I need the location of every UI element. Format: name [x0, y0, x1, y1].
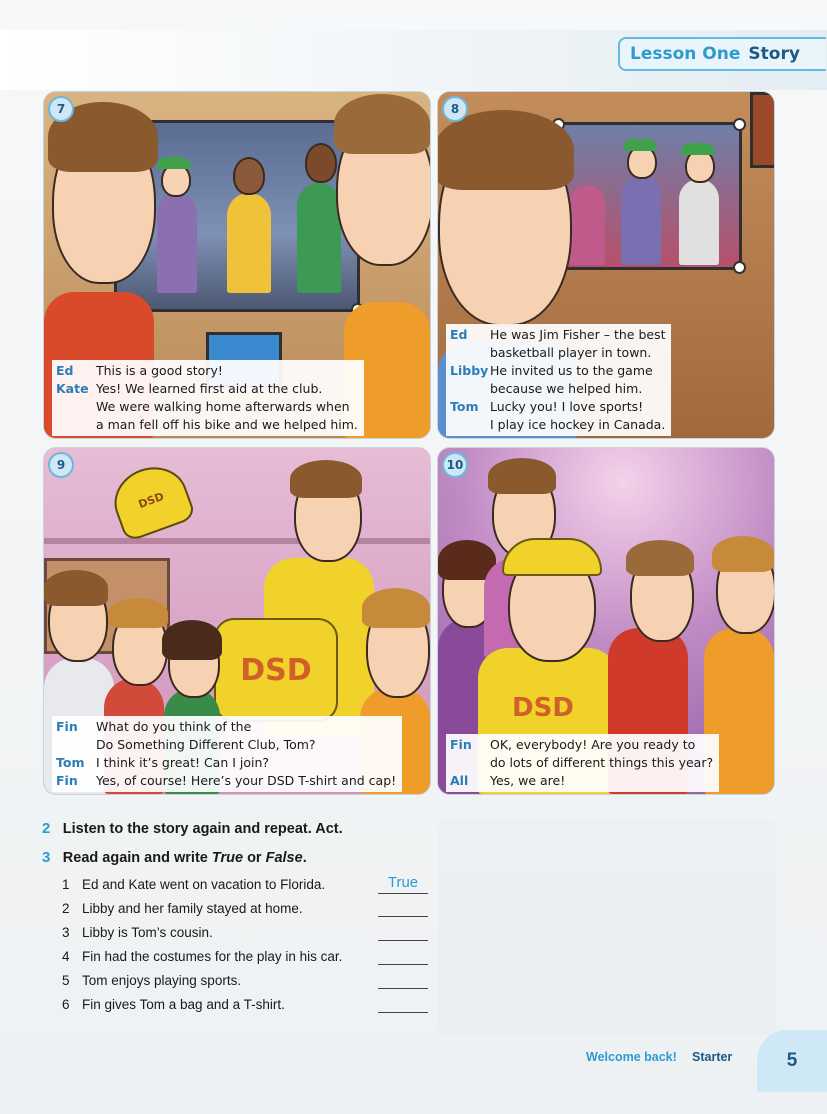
- dialog-line: [56, 772, 396, 790]
- exercise-item: [62, 997, 285, 1012]
- speaker-name: Fin: [56, 773, 78, 788]
- dialog-line: [56, 398, 358, 416]
- panel-number: 7: [48, 96, 74, 122]
- dialog-line: [56, 754, 396, 772]
- exercise-2-heading: [42, 820, 343, 838]
- item-number: 4: [62, 949, 70, 964]
- cap-logo: DSD: [136, 489, 166, 511]
- exercise-item: [62, 901, 303, 916]
- dialog-line: [56, 718, 396, 736]
- speaker-name: [450, 380, 490, 398]
- answer-blank[interactable]: [378, 897, 428, 917]
- exercise-number: 3: [42, 849, 51, 866]
- exercise-number: 2: [42, 820, 51, 837]
- speaker-name: All: [450, 773, 469, 788]
- dialog-line: [450, 362, 665, 380]
- dialog-text: He invited us to the game: [490, 363, 653, 378]
- dialog-line: [450, 380, 665, 398]
- item-number: 6: [62, 997, 70, 1012]
- speaker-name: [450, 754, 490, 772]
- item-text: Fin gives Tom a bag and a T-shirt.: [82, 997, 285, 1012]
- speaker-name: [56, 416, 96, 434]
- title-part-italic: False: [265, 850, 303, 866]
- exercise-3-heading: [42, 849, 307, 867]
- speaker-name: Tom: [56, 755, 85, 770]
- speaker-name: Kate: [56, 381, 89, 396]
- item-text: Libby is Tom’s cousin.: [82, 925, 213, 940]
- item-text: Tom enjoys playing sports.: [82, 973, 242, 988]
- page-number: 5: [786, 1050, 798, 1071]
- exercise-title: [63, 850, 307, 866]
- item-text: Libby and her family stayed at home.: [82, 901, 303, 916]
- panel-number: 9: [48, 452, 74, 478]
- dialog-line: [56, 416, 358, 434]
- panel-number: 8: [442, 96, 468, 122]
- speaker-name: [56, 736, 96, 754]
- exercise-item: [62, 925, 213, 940]
- dialog-line: [56, 380, 358, 398]
- dialog-text: OK, everybody! Are you ready to: [490, 737, 696, 752]
- story-panel-7: [44, 92, 430, 438]
- dialog-line: [56, 736, 396, 754]
- exercise-background: [438, 820, 776, 1036]
- speaker-name: [450, 416, 490, 434]
- title-part: .: [302, 850, 307, 866]
- dialog-line: [450, 398, 665, 416]
- dialog-line: [450, 326, 665, 344]
- speaker-name: Fin: [450, 737, 472, 752]
- answer-blank[interactable]: [378, 921, 428, 941]
- story-panel-9: [44, 448, 430, 794]
- dialog-line: [450, 754, 713, 772]
- exercise-item: [62, 877, 325, 892]
- speaker-name: Ed: [56, 363, 74, 378]
- answer-blank[interactable]: [378, 945, 428, 965]
- item-number: 1: [62, 877, 70, 892]
- dialog-text: What do you think of the: [96, 719, 252, 734]
- section-label: Story: [748, 44, 800, 64]
- shirt-logo: DSD: [240, 652, 312, 688]
- dialog-text: We were walking home afterwards when: [96, 399, 350, 414]
- lesson-tab: [618, 37, 826, 71]
- exercise-item: [62, 973, 241, 988]
- footer-unit: Welcome back!: [586, 1050, 677, 1064]
- dialog-text: because we helped him.: [490, 381, 643, 396]
- speaker-name: Fin: [56, 719, 78, 734]
- dialog-text: Lucky you! I love sports!: [490, 399, 644, 414]
- title-part: or: [243, 850, 266, 866]
- item-text: Ed and Kate went on vacation to Florida.: [82, 877, 326, 892]
- dialog-text: This is a good story!: [96, 363, 223, 378]
- speech-dialog: [52, 716, 402, 792]
- footer-section: Starter: [692, 1050, 733, 1064]
- speaker-name: [450, 344, 490, 362]
- dialog-text: Do Something Different Club, Tom?: [96, 737, 316, 752]
- dialog-text: basketball player in town.: [490, 345, 652, 360]
- dialog-text: He was Jim Fisher – the best: [490, 327, 666, 342]
- dialog-text: a man fell off his bike and we helped him.: [96, 417, 358, 432]
- speaker-name: [56, 398, 96, 416]
- item-number: 3: [62, 925, 70, 940]
- story-panel-8: [438, 92, 774, 438]
- item-number: 2: [62, 901, 70, 916]
- speech-dialog: [52, 360, 364, 436]
- panel-number: 10: [442, 452, 468, 478]
- dialog-text: do lots of different things this year?: [490, 755, 714, 770]
- dialog-text: I play ice hockey in Canada.: [490, 417, 666, 432]
- speech-dialog: [446, 734, 719, 792]
- dialog-line: [450, 772, 713, 790]
- speaker-name: Libby: [450, 363, 489, 378]
- answer-blank[interactable]: True: [378, 874, 428, 894]
- dialog-text: Yes, of course! Here’s your DSD T-shirt and cap!: [96, 773, 397, 788]
- dialog-text: Yes! We learned first aid at the club.: [96, 381, 323, 396]
- shirt-logo: DSD: [512, 693, 574, 723]
- dialog-line: [450, 416, 665, 434]
- dialog-text: I think it’s great! Can I join?: [96, 755, 270, 770]
- item-text: Fin had the costumes for the play in his car.: [82, 949, 343, 964]
- answer-blank[interactable]: [378, 969, 428, 989]
- page-number-box: [757, 1030, 827, 1092]
- dialog-text: Yes, we are!: [490, 773, 566, 788]
- lesson-label: Lesson One: [630, 44, 741, 64]
- story-panel-10: [438, 448, 774, 794]
- dialog-line: [450, 344, 665, 362]
- speaker-name: Tom: [450, 399, 479, 414]
- speaker-name: Ed: [450, 327, 468, 342]
- title-part: Read again and write: [62, 850, 212, 866]
- title-part-italic: True: [211, 850, 244, 866]
- exercise-item: [62, 949, 342, 964]
- item-number: 5: [62, 973, 70, 988]
- dialog-line: [56, 362, 358, 380]
- speech-dialog: [446, 324, 671, 436]
- answer-blank[interactable]: [378, 993, 428, 1013]
- exercise-title: Listen to the story again and repeat. Act.: [62, 821, 343, 837]
- dialog-line: [450, 736, 713, 754]
